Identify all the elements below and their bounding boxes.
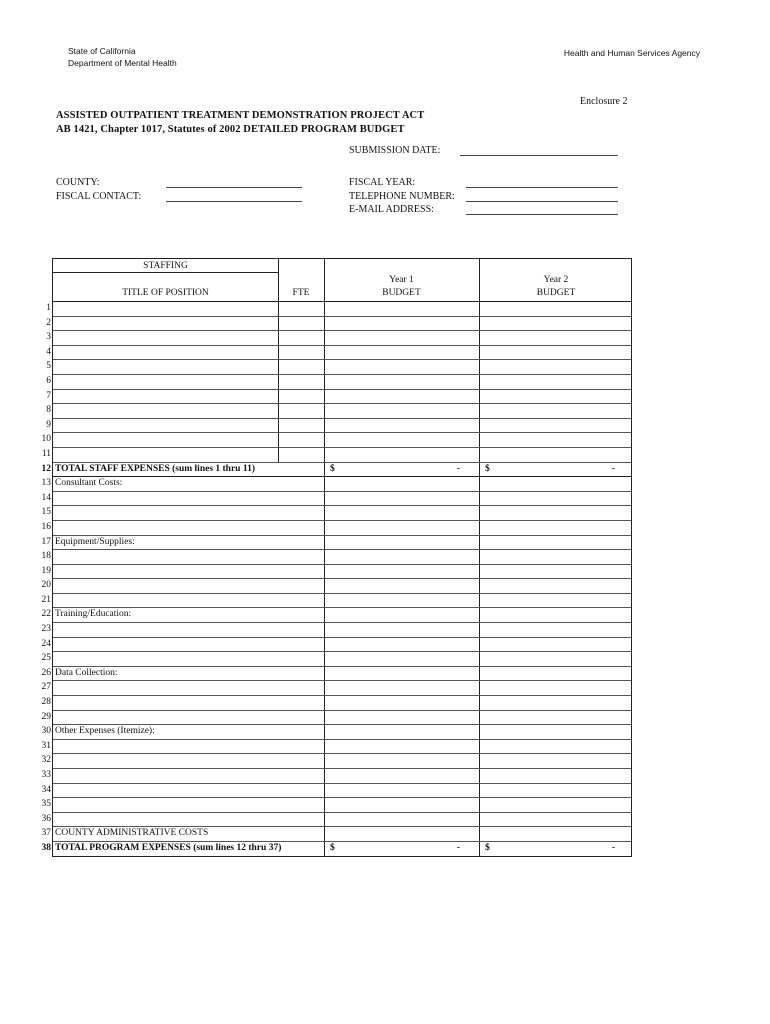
fte-cell[interactable] <box>278 331 322 345</box>
year1-budget-cell[interactable] <box>324 813 478 827</box>
year2-budget-cell[interactable] <box>479 827 633 841</box>
line-number: 6 <box>46 375 51 386</box>
year1-budget-cell[interactable] <box>324 346 478 360</box>
year1-budget-cell[interactable] <box>324 579 478 593</box>
line-number: 38 <box>41 842 51 853</box>
line-description[interactable] <box>53 419 278 433</box>
table-row <box>41 827 631 842</box>
line-number: 28 <box>41 697 51 708</box>
year1-budget-cell[interactable] <box>324 769 478 783</box>
fte-cell[interactable] <box>278 360 322 374</box>
year2-budget-cell[interactable] <box>479 463 633 477</box>
fte-cell[interactable] <box>278 346 322 360</box>
year2-budget-cell[interactable] <box>479 623 633 637</box>
table-row <box>46 331 631 346</box>
table-row <box>46 317 631 332</box>
fte-cell[interactable] <box>278 448 322 462</box>
fiscal-contact-field[interactable] <box>166 201 302 202</box>
line-description[interactable] <box>53 754 323 768</box>
line-description[interactable] <box>53 360 278 374</box>
line-description: COUNTY ADMINISTRATIVE COSTS <box>55 828 209 839</box>
line-number: 29 <box>41 711 51 722</box>
year2-budget-cell[interactable] <box>479 667 633 681</box>
line-description[interactable] <box>53 638 323 652</box>
agency-department: Department of Mental Health <box>68 58 177 68</box>
line-number: 26 <box>41 667 51 678</box>
line-number: 2 <box>46 317 51 328</box>
line-number: 32 <box>41 755 51 766</box>
dollar-sign: $ <box>330 463 335 474</box>
year1-budget-cell[interactable] <box>324 638 478 652</box>
line-description[interactable] <box>53 813 323 827</box>
table-row <box>41 565 631 580</box>
year2-budget-cell[interactable] <box>479 448 633 462</box>
table-row <box>41 594 631 609</box>
line-number: 25 <box>41 653 51 664</box>
year2-budget-cell[interactable] <box>479 579 633 593</box>
table-row <box>41 784 631 799</box>
total-value: - <box>611 463 615 474</box>
year1-budget-cell[interactable] <box>324 448 478 462</box>
fiscal-contact-label: FISCAL CONTACT: <box>56 191 142 202</box>
line-number: 13 <box>41 478 51 489</box>
staffing-header: STAFFING <box>143 261 188 271</box>
line-number: 14 <box>41 492 51 503</box>
year1-budget-cell[interactable] <box>324 565 478 579</box>
year2-budget-cell[interactable] <box>479 492 633 506</box>
line-number: 4 <box>46 346 51 357</box>
year1-budget-cell[interactable] <box>324 827 478 841</box>
line-number: 8 <box>46 405 51 416</box>
form-subtitle: AB 1421, Chapter 1017, Statutes of 2002 DETAILED PROGRAM BUDGET <box>56 124 405 135</box>
year1-budget-cell[interactable] <box>324 404 478 418</box>
line-description[interactable] <box>53 784 323 798</box>
line-description[interactable] <box>53 579 323 593</box>
line-number: 1 <box>46 303 51 313</box>
year1-budget-cell[interactable] <box>324 492 478 506</box>
year1-budget-cell[interactable] <box>324 740 478 754</box>
year1-budget-cell[interactable] <box>324 375 478 389</box>
year2-budget-cell[interactable] <box>479 550 633 564</box>
line-number: 10 <box>41 434 51 445</box>
telephone-label: TELEPHONE NUMBER: <box>349 191 455 202</box>
year2-budget-cell[interactable] <box>479 798 633 812</box>
year1-budget-cell[interactable] <box>324 550 478 564</box>
line-description[interactable] <box>53 506 323 520</box>
table-row <box>46 302 631 317</box>
year1-budget-cell[interactable] <box>324 681 478 695</box>
dollar-sign: $ <box>330 842 335 853</box>
table-row <box>46 390 631 405</box>
line-number: 35 <box>41 799 51 810</box>
line-description[interactable] <box>53 390 278 404</box>
year2-budget-cell[interactable] <box>479 433 633 447</box>
table-row <box>46 346 631 361</box>
line-number: 37 <box>41 828 51 839</box>
line-number: 12 <box>41 463 51 474</box>
line-number: 16 <box>41 521 51 532</box>
line-description[interactable] <box>53 346 278 360</box>
table-row <box>41 769 631 784</box>
fte-cell[interactable] <box>278 404 322 418</box>
year2-budget-cell[interactable] <box>479 754 633 768</box>
table-row <box>41 740 631 755</box>
line-description[interactable] <box>53 433 278 447</box>
line-description[interactable] <box>53 652 323 666</box>
dollar-sign: $ <box>485 842 490 853</box>
line-description[interactable] <box>53 302 278 316</box>
year2-budget-cell[interactable] <box>479 608 633 622</box>
year1-budget-cell[interactable] <box>324 521 478 535</box>
line-number: 15 <box>41 507 51 518</box>
year1-budget-cell[interactable] <box>324 536 478 550</box>
year1-budget-cell[interactable] <box>324 842 478 856</box>
line-number: 30 <box>41 726 51 737</box>
budget-table <box>41 258 632 857</box>
table-row <box>41 842 631 857</box>
line-description[interactable] <box>53 696 323 710</box>
line-description[interactable] <box>53 769 323 783</box>
agency-state: State of California <box>68 46 136 56</box>
fte-cell[interactable] <box>278 317 322 331</box>
table-row <box>41 536 631 551</box>
year1-budget-cell[interactable] <box>324 463 478 477</box>
year1-header: Year 1 <box>389 275 414 285</box>
fte-header: FTE <box>292 288 310 298</box>
table-header <box>53 259 631 302</box>
year2-budget-cell[interactable] <box>479 784 633 798</box>
line-description[interactable] <box>53 331 278 345</box>
year1-budget-cell[interactable] <box>324 506 478 520</box>
form-title: ASSISTED OUTPATIENT TREATMENT DEMONSTRATION PROJECT ACT <box>56 110 425 121</box>
year2-budget-cell[interactable] <box>479 842 633 856</box>
table-row <box>41 477 631 492</box>
year1-budget-cell[interactable] <box>324 390 478 404</box>
table-row <box>41 696 631 711</box>
year2-budget-cell[interactable] <box>479 360 633 374</box>
year1-budget-cell[interactable] <box>324 331 478 345</box>
year2-budget-cell[interactable] <box>479 681 633 695</box>
line-number: 17 <box>41 536 51 547</box>
year2-budget-cell[interactable] <box>479 813 633 827</box>
line-number: 34 <box>41 784 51 795</box>
year2-budget-header: BUDGET <box>536 288 576 298</box>
table-row <box>41 448 631 463</box>
year1-budget-cell[interactable] <box>324 594 478 608</box>
table-row <box>41 579 631 594</box>
line-number: 21 <box>41 594 51 605</box>
table-row <box>41 725 631 740</box>
year1-budget-cell[interactable] <box>324 784 478 798</box>
fte-cell[interactable] <box>278 419 322 433</box>
year2-budget-cell[interactable] <box>479 331 633 345</box>
table-row <box>41 754 631 769</box>
year2-budget-cell[interactable] <box>479 375 633 389</box>
line-number: 7 <box>46 390 51 401</box>
year1-budget-cell[interactable] <box>324 477 478 491</box>
year1-budget-cell[interactable] <box>324 754 478 768</box>
table-row <box>41 623 631 638</box>
line-number: 27 <box>41 682 51 693</box>
line-number: 22 <box>41 609 51 620</box>
year2-budget-cell[interactable] <box>479 638 633 652</box>
year2-budget-cell[interactable] <box>479 317 633 331</box>
year2-budget-cell[interactable] <box>479 711 633 725</box>
line-number: 31 <box>41 740 51 751</box>
table-row <box>41 492 631 507</box>
line-description: Training/Education: <box>55 609 132 620</box>
county-field[interactable] <box>166 187 302 188</box>
submission-date-label: SUBMISSION DATE: <box>349 145 441 156</box>
submission-date-field[interactable] <box>460 155 618 156</box>
enclosure-label: Enclosure 2 <box>580 96 628 107</box>
year2-budget-cell[interactable] <box>479 477 633 491</box>
year2-budget-cell[interactable] <box>479 390 633 404</box>
fte-cell[interactable] <box>278 433 322 447</box>
year2-budget-cell[interactable] <box>479 419 633 433</box>
line-number: 18 <box>41 551 51 562</box>
year1-budget-cell[interactable] <box>324 798 478 812</box>
table-row <box>46 419 631 434</box>
fte-cell[interactable] <box>278 375 322 389</box>
year1-budget-cell[interactable] <box>324 623 478 637</box>
line-number: 33 <box>41 770 51 780</box>
year1-budget-cell[interactable] <box>324 667 478 681</box>
year1-budget-header: BUDGET <box>382 288 421 298</box>
year2-budget-cell[interactable] <box>479 521 633 535</box>
table-row <box>41 798 631 813</box>
year2-budget-cell[interactable] <box>479 302 633 316</box>
line-description[interactable] <box>53 711 323 725</box>
line-description[interactable] <box>53 492 323 506</box>
line-number: 24 <box>41 638 51 649</box>
line-description[interactable] <box>53 565 323 579</box>
year2-budget-cell[interactable] <box>479 346 633 360</box>
line-description: Consultant Costs: <box>55 478 123 489</box>
email-label: E-MAIL ADDRESS: <box>349 204 434 215</box>
year2-budget-cell[interactable] <box>479 696 633 710</box>
table-row <box>41 550 631 565</box>
line-number: 20 <box>41 580 51 591</box>
year1-budget-cell[interactable] <box>324 317 478 331</box>
table-row <box>41 463 631 478</box>
table-row <box>46 360 631 375</box>
agency-right: Health and Human Services Agency <box>563 48 700 58</box>
table-row <box>41 521 631 536</box>
total-value: - <box>611 842 615 853</box>
line-description[interactable] <box>53 798 323 812</box>
table-row <box>41 711 631 726</box>
table-row <box>46 375 631 390</box>
email-field[interactable] <box>466 214 618 215</box>
year2-header: Year 2 <box>543 275 569 285</box>
table-row <box>41 506 631 521</box>
year1-budget-cell[interactable] <box>324 711 478 725</box>
year1-budget-cell[interactable] <box>324 419 478 433</box>
table-row <box>41 638 631 653</box>
year2-budget-cell[interactable] <box>479 725 633 739</box>
total-value: - <box>456 842 460 853</box>
line-number: 19 <box>41 565 51 576</box>
table-row <box>41 681 631 696</box>
fiscal-year-field[interactable] <box>466 187 618 188</box>
line-description: Equipment/Supplies: <box>55 536 135 547</box>
table-row <box>41 652 631 667</box>
line-description[interactable] <box>53 681 323 695</box>
table-row <box>41 433 631 448</box>
year2-budget-cell[interactable] <box>479 404 633 418</box>
year1-budget-cell[interactable] <box>324 725 478 739</box>
line-description[interactable] <box>53 550 323 564</box>
fiscal-year-label: FISCAL YEAR: <box>349 177 416 188</box>
county-label: COUNTY: <box>56 177 100 188</box>
year2-budget-cell[interactable] <box>479 536 633 550</box>
line-description[interactable] <box>53 375 278 389</box>
line-description[interactable] <box>53 594 323 608</box>
line-number: 23 <box>41 624 51 635</box>
year2-budget-cell[interactable] <box>479 565 633 579</box>
line-number: 11 <box>41 448 51 459</box>
year1-budget-cell[interactable] <box>324 302 478 316</box>
year1-budget-cell[interactable] <box>324 608 478 622</box>
line-description[interactable] <box>53 317 278 331</box>
dollar-sign: $ <box>485 463 490 474</box>
telephone-field[interactable] <box>466 201 618 202</box>
fte-cell[interactable] <box>278 390 322 404</box>
year2-budget-cell[interactable] <box>479 740 633 754</box>
line-description[interactable] <box>53 623 323 637</box>
line-description[interactable] <box>53 404 278 418</box>
year1-budget-cell[interactable] <box>324 360 478 374</box>
year1-budget-cell[interactable] <box>324 696 478 710</box>
table-row <box>46 404 631 419</box>
table-row <box>41 667 631 682</box>
line-description[interactable] <box>53 448 278 462</box>
line-number: 9 <box>46 419 51 430</box>
line-description: Data Collection: <box>55 667 118 678</box>
fte-cell[interactable] <box>278 302 322 316</box>
year2-budget-cell[interactable] <box>479 506 633 520</box>
year2-budget-cell[interactable] <box>479 594 633 608</box>
table-row <box>41 813 631 828</box>
title-of-position-header: TITLE OF POSITION <box>122 288 209 298</box>
line-description: TOTAL STAFF EXPENSES (sum lines 1 thru 11) <box>55 463 255 474</box>
line-description[interactable] <box>53 740 323 754</box>
year2-budget-cell[interactable] <box>479 769 633 783</box>
total-value: - <box>456 463 460 474</box>
line-description: Other Expenses (Itemize): <box>55 726 155 737</box>
line-description[interactable] <box>53 521 323 535</box>
line-description: TOTAL PROGRAM EXPENSES (sum lines 12 thru 37) <box>55 842 282 853</box>
line-number: 5 <box>46 361 51 372</box>
line-number: 36 <box>41 813 51 824</box>
year2-budget-cell[interactable] <box>479 652 633 666</box>
year1-budget-cell[interactable] <box>324 652 478 666</box>
table-row <box>41 608 631 623</box>
year1-budget-cell[interactable] <box>324 433 478 447</box>
line-number: 3 <box>46 332 51 343</box>
